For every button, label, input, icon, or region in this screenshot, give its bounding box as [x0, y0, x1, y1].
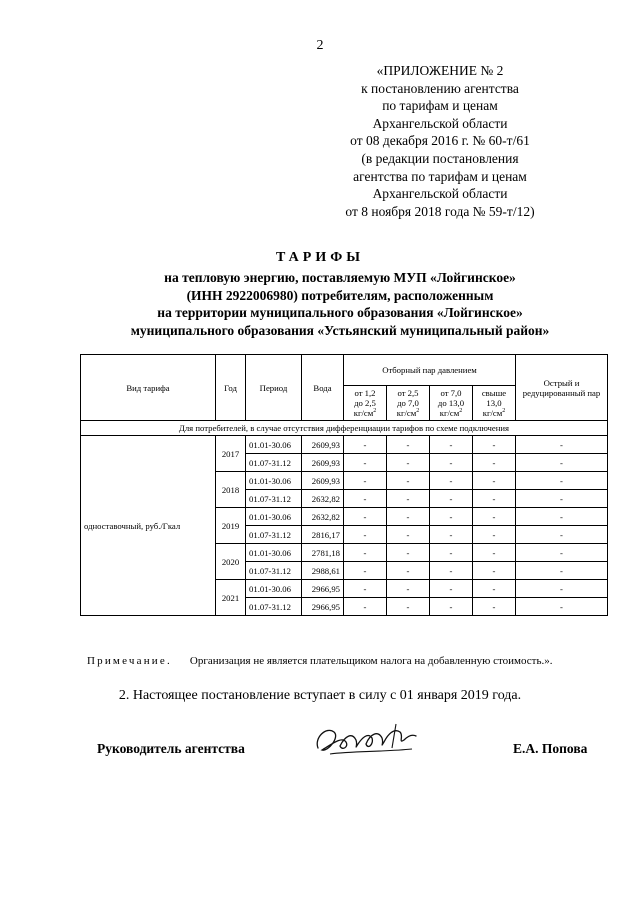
header-water: Вода [302, 355, 344, 421]
water-value-cell: 2816,17 [302, 526, 344, 544]
sharp-steam-value-cell: - [516, 598, 608, 616]
appendix-line: (в редакции постановления [361, 150, 519, 166]
steam-value-cell: - [473, 454, 516, 472]
steam-value-cell: - [430, 526, 473, 544]
steam-value-cell: - [473, 508, 516, 526]
period-cell: 01.01-30.06 [246, 508, 302, 526]
appendix-line: от 08 декабря 2016 г. № 60-т/61 [350, 133, 530, 149]
subtitle-line: на тепловую энергию, поставляемую МУП «Лойгинское» [164, 270, 516, 285]
water-value-cell: 2988,61 [302, 562, 344, 580]
table-row [81, 436, 608, 454]
water-value-cell: 2609,93 [302, 472, 344, 490]
sharp-steam-value-cell: - [516, 526, 608, 544]
year-cell: 2018 [216, 472, 246, 508]
steam-value-cell: - [430, 436, 473, 454]
steam-value-cell: - [344, 436, 387, 454]
appendix-line: Архангельской области [372, 186, 508, 202]
period-cell: 01.01-30.06 [246, 544, 302, 562]
period-cell: 01.07-31.12 [246, 562, 302, 580]
steam-value-cell: - [387, 436, 430, 454]
note [87, 655, 552, 667]
steam-value-cell: - [387, 508, 430, 526]
page-number: 2 [316, 38, 324, 53]
appendix-line: «ПРИЛОЖЕНИЕ № 2 [376, 63, 504, 78]
water-value-cell: 2966,95 [302, 598, 344, 616]
steam-value-cell: - [344, 472, 387, 490]
header-steam-col: от 1,2 до 2,5 $кг/см^2$ [344, 386, 387, 421]
header-steam-group: Отборный пар давлением [344, 355, 516, 386]
steam-value-cell: - [344, 454, 387, 472]
subtitle-line: на территории муниципального образования «Лойгинское» [157, 305, 523, 320]
steam-value-cell: - [344, 562, 387, 580]
water-value-cell: 2632,82 [302, 490, 344, 508]
steam-value-cell: - [430, 544, 473, 562]
steam-value-cell: - [473, 490, 516, 508]
section-row: Для потребителей, в случае отсутствия дифференциации тарифов по схеме подключения [81, 421, 608, 436]
year-cell: 2020 [216, 544, 246, 580]
sharp-steam-value-cell: - [516, 490, 608, 508]
steam-value-cell: - [344, 580, 387, 598]
period-cell: 01.07-31.12 [246, 598, 302, 616]
steam-value-cell: - [430, 508, 473, 526]
header-tariff-type: Вид тарифа [81, 355, 216, 421]
document-subtitle [20, 269, 640, 339]
signatory-role: Руководитель агентства [97, 741, 245, 756]
steam-value-cell: - [430, 562, 473, 580]
sharp-steam-value-cell: - [516, 454, 608, 472]
year-cell: 2017 [216, 436, 246, 472]
appendix-block [300, 62, 580, 220]
handwritten-signature [312, 718, 422, 763]
sharp-steam-value-cell: - [516, 472, 608, 490]
year-cell: 2019 [216, 508, 246, 544]
steam-value-cell: - [387, 580, 430, 598]
steam-value-cell: - [344, 544, 387, 562]
year-cell: 2021 [216, 580, 246, 616]
sharp-steam-value-cell: - [516, 562, 608, 580]
steam-value-cell: - [344, 526, 387, 544]
steam-value-cell: - [430, 490, 473, 508]
header-year: Год [216, 355, 246, 421]
steam-value-cell: - [387, 472, 430, 490]
header-steam-col: от 2,5 до 7,0 $кг/см^2$ [387, 386, 430, 421]
steam-value-cell: - [344, 508, 387, 526]
sharp-steam-value-cell: - [516, 436, 608, 454]
water-value-cell: 2966,95 [302, 580, 344, 598]
effective-date-paragraph: 2. Настоящее постановление вступает в силу с 01 января 2019 года. [118, 688, 522, 703]
water-value-cell: 2781,18 [302, 544, 344, 562]
steam-value-cell: - [430, 472, 473, 490]
period-cell: 01.07-31.12 [246, 454, 302, 472]
header-sharp-steam: Острый и редуцированный пар [516, 355, 608, 421]
steam-value-cell: - [473, 526, 516, 544]
water-value-cell: 2609,93 [302, 454, 344, 472]
steam-value-cell: - [473, 580, 516, 598]
steam-value-cell: - [430, 580, 473, 598]
steam-value-cell: - [387, 526, 430, 544]
period-cell: 01.07-31.12 [246, 526, 302, 544]
steam-value-cell: - [344, 490, 387, 508]
steam-value-cell: - [430, 454, 473, 472]
steam-value-cell: - [387, 562, 430, 580]
steam-value-cell: - [473, 598, 516, 616]
sharp-steam-value-cell: - [516, 508, 608, 526]
subtitle-line: (ИНН 2922006980) потребителям, расположенным [186, 287, 494, 303]
header-steam-col: от 7,0 до 13,0 $кг/см^2$ [430, 386, 473, 421]
steam-value-cell: - [430, 598, 473, 616]
note-label: Примечание. [87, 655, 172, 667]
document-title: ТАРИФЫ [276, 250, 364, 265]
steam-value-cell: - [473, 436, 516, 454]
steam-value-cell: - [387, 598, 430, 616]
steam-value-cell: - [387, 454, 430, 472]
sharp-steam-value-cell: - [516, 544, 608, 562]
period-cell: 01.01-30.06 [246, 472, 302, 490]
period-cell: 01.01-30.06 [246, 580, 302, 598]
steam-value-cell: - [387, 544, 430, 562]
appendix-line: к постановлению агентства [361, 80, 519, 96]
water-value-cell: 2632,82 [302, 508, 344, 526]
appendix-line: агентства по тарифам и ценам [353, 168, 527, 184]
steam-value-cell: - [387, 490, 430, 508]
appendix-line: по тарифам и ценам [382, 98, 498, 114]
header-period: Период [246, 355, 302, 421]
steam-value-cell: - [344, 598, 387, 616]
note-text: Организация не является плательщиком налога на добавленную стоимость.». [189, 655, 553, 667]
steam-value-cell: - [473, 562, 516, 580]
sharp-steam-value-cell: - [516, 580, 608, 598]
steam-value-cell: - [473, 544, 516, 562]
period-cell: 01.01-30.06 [246, 436, 302, 454]
steam-value-cell: - [473, 472, 516, 490]
appendix-line: Архангельской области [372, 115, 508, 131]
signatory-name: Е.А. Попова [513, 741, 588, 756]
tariff-type-cell: одноставочный, руб./Гкал [81, 436, 216, 616]
appendix-line: от 8 ноября 2018 года № 59-т/12) [345, 203, 535, 219]
header-steam-col: свыше 13,0 $кг/см^2$ [473, 386, 516, 421]
tariff-table [80, 354, 608, 616]
subtitle-line: муниципального образования «Устьянский муниципальный район» [130, 322, 550, 338]
water-value-cell: 2609,93 [302, 436, 344, 454]
period-cell: 01.07-31.12 [246, 490, 302, 508]
